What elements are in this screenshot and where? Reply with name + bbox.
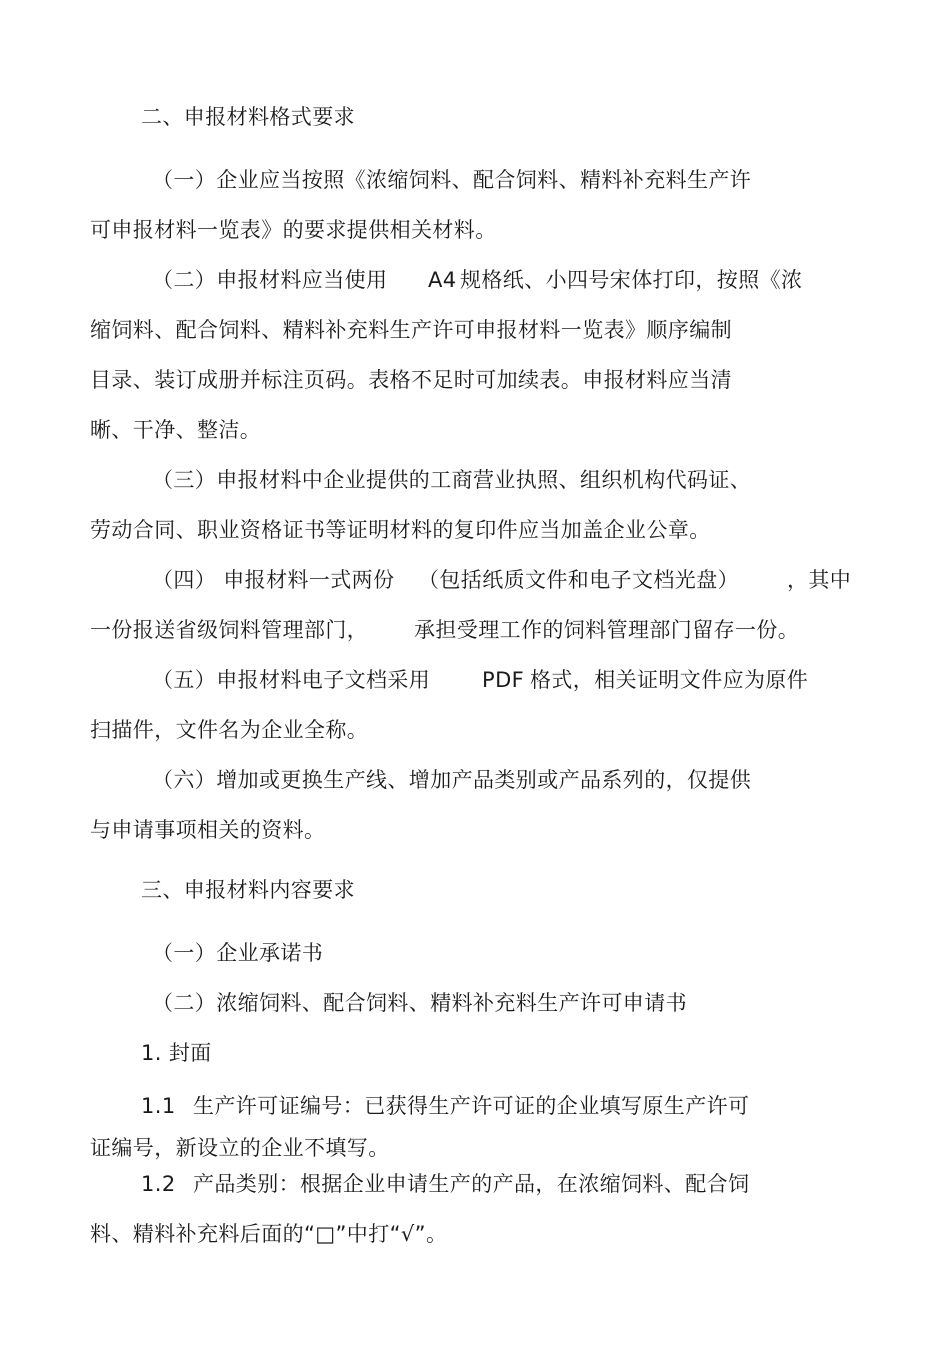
section-3-heading: 三、申报材料内容要求 bbox=[141, 878, 355, 902]
sub-1-1-line-2: 证编号，新设立的企业不填写。 bbox=[90, 1136, 390, 1160]
paragraph-2-2-line-3: 目录、装订成册并标注页码。表格不足时可加续表。申报材料应当清 bbox=[90, 368, 732, 392]
paragraph-2-2-line-1a: （二）申报材料应当使用 bbox=[152, 268, 395, 292]
subheading-cover: 1. 封面 bbox=[141, 1041, 212, 1065]
paragraph-2-5-line-1a: （五）申报材料电子文档采用 bbox=[152, 668, 431, 692]
paragraph-2-4-line-2a: 一份报送省级饲料管理部门， bbox=[90, 618, 369, 642]
paragraph-2-5-line-2: 扫描件，文件名为企业全称。 bbox=[90, 718, 369, 742]
paragraph-2-6-line-1: （六）增加或更换生产线、增加产品类别或产品系列的，仅提供 bbox=[152, 768, 752, 792]
sub-1-1-line-1: 生产许可证编号：已获得生产许可证的企业填写原生产许可 bbox=[193, 1094, 750, 1118]
paragraph-2-3-line-2: 劳动合同、职业资格证书等证明材料的复印件应当加盖企业公章。 bbox=[90, 518, 711, 542]
sub-1-2-line-1: 产品类别：根据企业申请生产的产品，在浓缩饲料、配合饲 bbox=[193, 1172, 750, 1196]
sub-1-2-number: 1.2 bbox=[141, 1172, 176, 1196]
paragraph-2-2-line-1c: 规格纸、小四号宋体打印，按照《浓 bbox=[460, 268, 803, 292]
paragraph-2-2-line-1b: A4 bbox=[428, 268, 457, 292]
sub-1-1-number: 1.1 bbox=[141, 1094, 176, 1118]
paragraph-2-4-line-2b: 承担受理工作的饲料管理部门留存一份。 bbox=[414, 618, 800, 642]
paragraph-2-5-line-1c: 格式，相关证明文件应为原件 bbox=[530, 668, 809, 692]
paragraph-2-5-line-1b: PDF bbox=[482, 668, 525, 692]
paragraph-2-4-line-1a: （四） 申报材料一式两份 bbox=[152, 568, 395, 592]
paragraph-2-1-line-2: 可申报材料一览表》的要求提供相关材料。 bbox=[90, 218, 497, 242]
section-2-heading: 二、申报材料格式要求 bbox=[141, 105, 355, 129]
paragraph-2-6-line-2: 与申请事项相关的资料。 bbox=[90, 818, 326, 842]
paragraph-2-4-line-1c: ，其中 bbox=[787, 568, 852, 592]
paragraph-2-4-line-1b: （包括纸质文件和电子文档光盘） bbox=[418, 568, 739, 592]
paragraph-2-2-line-4: 晰、干净、整洁。 bbox=[90, 418, 262, 442]
paragraph-3-1: （一）企业承诺书 bbox=[152, 941, 324, 965]
sub-1-2-line-2: 料、精料补充料后面的“□”中打“√”。 bbox=[90, 1222, 448, 1246]
paragraph-3-2: （二）浓缩饲料、配合饲料、精料补充料生产许可申请书 bbox=[152, 991, 687, 1015]
paragraph-2-2-line-2: 缩饲料、配合饲料、精料补充料生产许可申报材料一览表》顺序编制 bbox=[90, 318, 732, 342]
paragraph-2-1-line-1: （一）企业应当按照《浓缩饲料、配合饲料、精料补充料生产许 bbox=[152, 168, 752, 192]
paragraph-2-3-line-1: （三）申报材料中企业提供的工商营业执照、组织机构代码证、 bbox=[152, 468, 752, 492]
